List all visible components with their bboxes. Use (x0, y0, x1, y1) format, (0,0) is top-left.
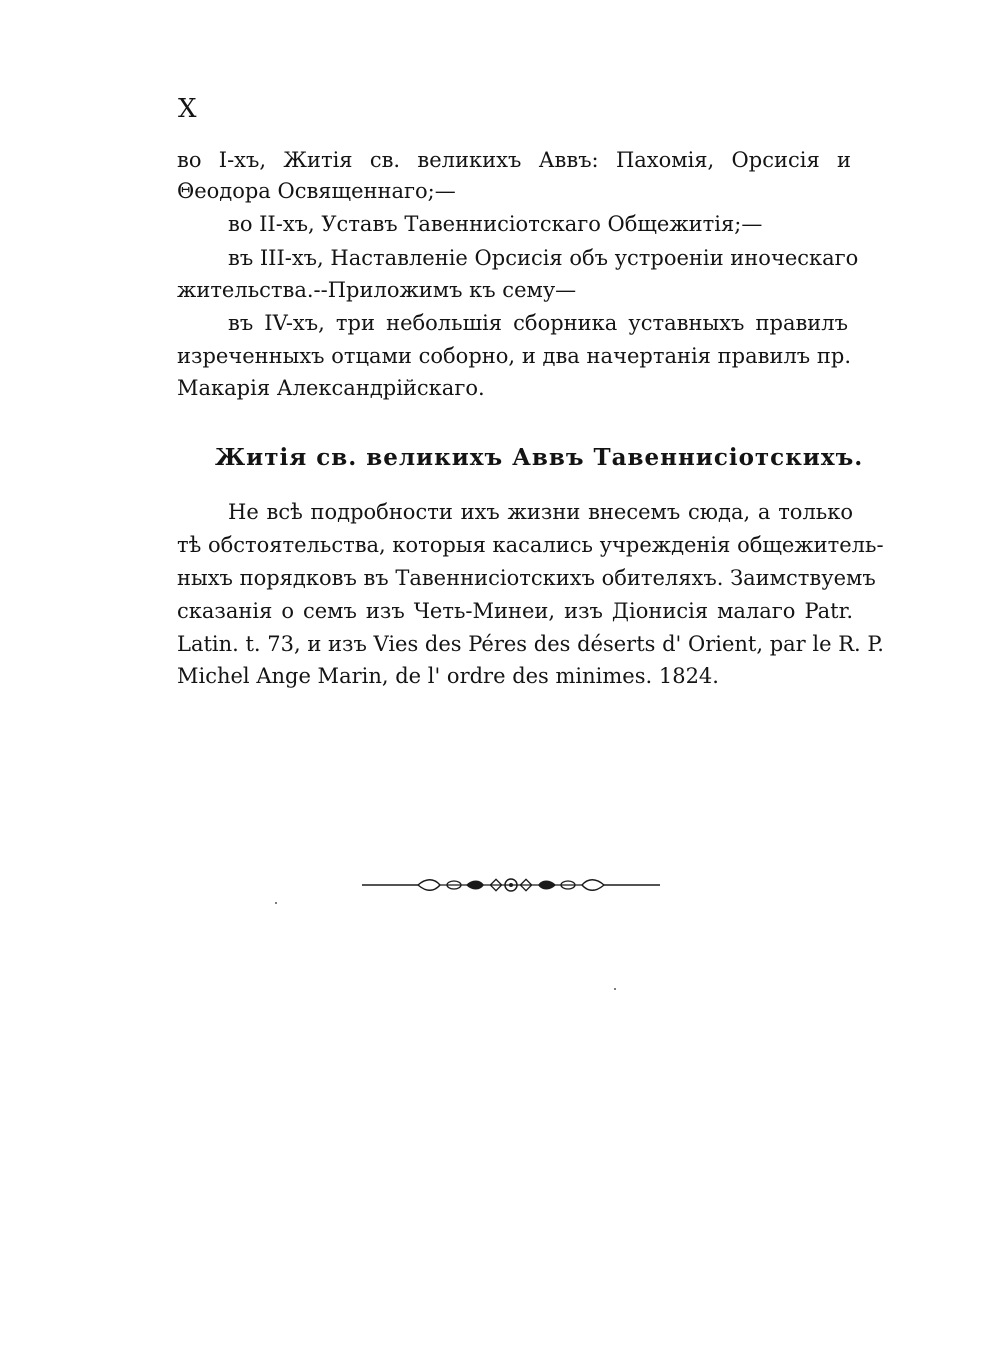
intro-line-1: во I-хъ, Житія св. великихъ Аввъ: Пахомія, Орсисія и (177, 148, 851, 172)
intro-line-4: въ III-хъ, Наставленіе Орсисія объ устроеніи иноческаго (228, 246, 859, 270)
intro-line-6: въ IV-хъ, три небольшія сборника уставныхъ правилъ (228, 311, 848, 335)
body-line-3: ныхъ порядковъ въ Тавеннисіотскихъ обителяхъ. Заимствуемъ (177, 566, 876, 590)
print-speck (614, 988, 616, 990)
decorative-ornament (362, 874, 660, 896)
body-line-5: Latin. t. 73, и изъ Vies des Péres des déserts d' Orient, par le R. P. (177, 632, 884, 656)
page-number: X (178, 94, 198, 124)
body-line-2: тѣ обстоятельства, которыя касались учрежденія общежитель- (177, 533, 884, 557)
body-line-6: Michel Ange Marin, de l' ordre des minimes. 1824. (177, 664, 719, 688)
print-speck (275, 902, 277, 904)
intro-line-8: Макарія Александрійскаго. (177, 376, 485, 400)
intro-line-7: изреченныхъ отцами соборно, и два начертанія правилъ пр. (177, 344, 851, 368)
body-line-4: сказанія о семъ изъ Четь-Минеи, изъ Діонисія малаго Patr. (177, 599, 853, 623)
intro-line-3: во II-хъ, Уставъ Тавеннисіотскаго Общежитія;— (228, 212, 763, 236)
intro-line-2: Θеодора Освященнаго;— (177, 179, 456, 203)
intro-line-5: жительства.--Приложимъ къ сему— (177, 278, 577, 302)
section-heading: Житія св. великихъ Аввъ Тавеннисіотскихъ. (215, 444, 864, 471)
body-line-1: Не всѣ подробности ихъ жизни внесемъ сюда, а только (228, 500, 853, 524)
